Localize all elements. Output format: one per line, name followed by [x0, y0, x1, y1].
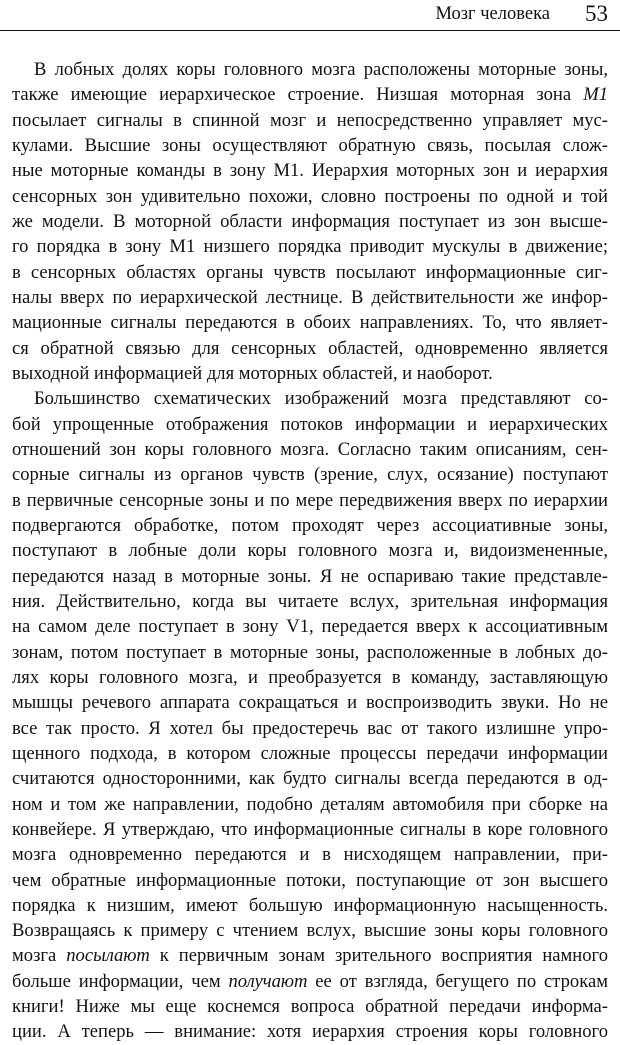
- line-text: сорные сигналы из органов чувств (зрение, слух, осязание) поступают: [12, 464, 608, 486]
- text-line: [12, 994, 608, 1019]
- line-text: го порядка в зону М1 низшего порядка приводит мускулы в движение;: [12, 236, 608, 258]
- text-line: [12, 310, 608, 335]
- line-text: на самом деле поступает в зону V1, передается вверх к ассоциативным: [12, 616, 608, 638]
- line-text: ния. Действительно, когда вы читаете вслух, зрительная информация: [12, 590, 608, 612]
- line-text: больше информации, чем: [12, 970, 221, 992]
- text-line: [12, 260, 608, 285]
- line-text: также имеющие иерархическое строение. Низшая моторная зона: [12, 84, 572, 106]
- line-text: книги! Ниже мы еще коснемся вопроса обратной передачи информа-: [12, 996, 608, 1018]
- line-text: Возвращаясь к примеру с чтением вслух, высшие зоны коры головного: [12, 920, 608, 942]
- line-text: чем обратные информационные потоки, поступающие от зон высшего: [12, 869, 608, 891]
- text-line: [12, 665, 608, 690]
- line-text: мозга одновременно передаются и в нисходящем направлении, при-: [12, 844, 608, 866]
- line-text: считаются односторонними, как будто сигналы всегда передаются в од-: [12, 768, 608, 790]
- line-text: ном и том же направлении, подобно деталям автомобиля при сборке на: [12, 793, 608, 815]
- emphasis: посылают: [66, 945, 150, 967]
- line-text: Большинство схематических изображений мозга представляют со-: [34, 388, 608, 410]
- header-rule: [0, 30, 620, 31]
- text-line: [12, 842, 608, 867]
- line-text: подвергаются обработке, потом проходят через ассоциативные зоны,: [12, 514, 608, 536]
- line-text: кулами. Высшие зоны осуществляют обратную связь, посылая слож-: [12, 134, 608, 156]
- text-line: [12, 792, 608, 817]
- line-text: зонам, потом поступает в моторные зоны, расположенные в лобных до-: [12, 641, 608, 663]
- text-line: [12, 614, 608, 639]
- text-line: [12, 234, 608, 259]
- line-text: отношений зон коры головного мозга. Согласно таким описаниям, сен-: [12, 438, 608, 460]
- text-line: [12, 336, 608, 361]
- line-text: передаются назад в моторные зоны. Я не оспариваю такие представле-: [12, 565, 608, 587]
- text-line: [12, 437, 608, 462]
- line-text: ные моторные команды в зону М1. Иерархия моторных зон и иерархия: [12, 160, 608, 182]
- text-line: [12, 412, 608, 437]
- text-line: [12, 640, 608, 665]
- text-line: [12, 817, 608, 842]
- line-text: конвейере. Я утверждаю, что информационные сигналы в коре головного: [12, 818, 608, 840]
- text-line: [12, 209, 608, 234]
- line-text: выходной информацией для моторных областей, и наоборот.: [12, 362, 493, 384]
- text-line: [12, 918, 608, 943]
- text-line: [12, 462, 608, 487]
- text-line: [12, 538, 608, 563]
- line-text: ции. А теперь — внимание: хотя иерархия строения коры головного: [12, 1021, 608, 1043]
- text-line: [12, 893, 608, 918]
- text-line: [12, 57, 608, 82]
- text-line: [12, 766, 608, 791]
- line-text: налы вверх по иерархической лестнице. В действительности же инфор-: [12, 286, 608, 308]
- text-line: [12, 285, 608, 310]
- text-line: [12, 943, 608, 968]
- text-line: [12, 108, 608, 133]
- text-line: [12, 488, 608, 513]
- line-text: мышцы речевого аппарата сокращаться и воспроизводить звуки. Но не: [12, 692, 608, 714]
- line-text: же модели. В моторной области информация поступает из зон высше-: [12, 210, 608, 232]
- line-text: мозга: [12, 945, 57, 967]
- text-line: [12, 741, 608, 766]
- text-line: [12, 969, 608, 994]
- text-line: [12, 716, 608, 741]
- text-line: [12, 361, 608, 386]
- line-text: ся обратной связью для сенсорных областей, одновременно является: [12, 337, 608, 359]
- line-text: мационные сигналы передаются в обоих направлениях. То, что являет-: [12, 312, 608, 334]
- line-text: порядка к низшим, имеют большую информационную насыщенность.: [12, 894, 608, 916]
- line-text: в сенсорных областях органы чувств посылают информационные сиг-: [12, 261, 608, 283]
- text-line: [12, 868, 608, 893]
- line-text: лях коры головного мозга, и преобразуется в команду, заставляющую: [12, 666, 608, 688]
- text-line: [12, 184, 608, 209]
- emphasis: М1: [583, 84, 608, 106]
- text-line: [12, 133, 608, 158]
- text-line: [12, 564, 608, 589]
- line-text: все так просто. Я хотел бы предостеречь вас от такого излишне упро-: [12, 717, 608, 739]
- line-text: бой упрощенные отображения потоков информации и иерархических: [12, 413, 608, 435]
- line-text-rest: к первичным зонам зрительного восприятия намного: [149, 945, 608, 967]
- line-text: поступают в лобные доли коры головного мозга и, видоизмененные,: [12, 540, 608, 562]
- page-header: [0, 0, 620, 30]
- text-line: [12, 1019, 608, 1044]
- text-line: [12, 513, 608, 538]
- line-text: В лобных долях коры головного мозга расположены моторные зоны,: [34, 59, 608, 80]
- text-line: [12, 82, 608, 107]
- running-title: Мозг человека: [435, 4, 550, 24]
- line-text: щенного подхода, в котором сложные процессы передачи информации: [12, 742, 608, 764]
- emphasis: получают: [228, 970, 308, 992]
- line-text: в первичные сенсорные зоны и по мере передвижения вверх по иерархии: [12, 489, 608, 511]
- page-number: 53: [585, 1, 608, 26]
- text-line: [12, 589, 608, 614]
- text-line: [12, 690, 608, 715]
- body-text: [12, 57, 608, 1045]
- text-line: [12, 158, 608, 183]
- text-line: [12, 386, 608, 411]
- line-text: посылает сигналы в спинной мозг и непосредственно управляет мус-: [12, 109, 608, 131]
- line-text-rest: ее от взгляда, бегущего по строкам: [307, 970, 608, 992]
- line-text: сенсорных зон удивительно похожи, словно построены по одной и той: [12, 185, 608, 207]
